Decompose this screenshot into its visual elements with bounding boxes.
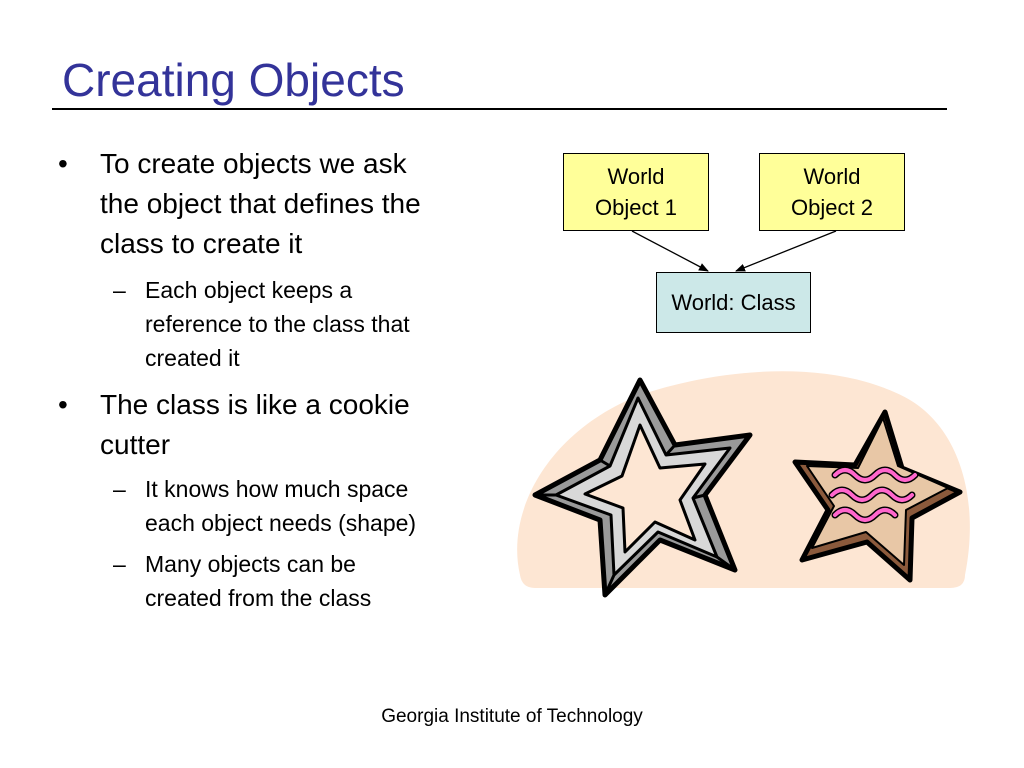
sub-bullet-2-1-line-2: each object needs (shape)	[145, 510, 417, 536]
world-class-label: World: Class	[671, 290, 796, 315]
cookie-clipart	[510, 360, 980, 600]
world-object-1-line-2: Object 1	[595, 195, 677, 220]
slide-title: Creating Objects	[62, 54, 405, 106]
dash-marker: –	[113, 277, 126, 303]
sub-bullet-1-1-line-3: created it	[145, 345, 240, 371]
sub-bullet-2-2-line-2: created from the class	[145, 585, 372, 611]
world-object-2-box	[759, 153, 905, 231]
dash-marker: –	[113, 551, 126, 577]
sub-bullet-2-2-line-1: Many objects can be	[145, 551, 356, 577]
bullet-1-line-2: the object that defines the	[100, 188, 421, 219]
sub-bullet-1-1-line-1: Each object keeps a	[145, 277, 353, 303]
world-object-2-line-1: World	[803, 164, 861, 189]
bullet-marker: •	[58, 389, 68, 420]
bullet-2-line-1: The class is like a cookie	[100, 389, 410, 420]
world-object-1-line-1: World	[607, 164, 665, 189]
bullet-marker: •	[58, 148, 68, 179]
sub-bullet-1-1-line-2: reference to the class that	[145, 311, 410, 337]
world-class-box	[656, 272, 811, 333]
dash-marker: –	[113, 476, 126, 502]
world-object-2-line-2: Object 2	[791, 195, 873, 220]
bullet-1-line-1: To create objects we ask	[100, 148, 407, 179]
world-object-1-box	[563, 153, 709, 231]
slide-footer: Georgia Institute of Technology	[381, 706, 643, 727]
arrow-object2-to-class	[736, 231, 836, 271]
bullet-1-line-3: class to create it	[100, 228, 303, 259]
sub-bullet-2-1-line-1: It knows how much space	[145, 476, 409, 502]
bullet-2-line-2: cutter	[100, 429, 171, 460]
arrow-object1-to-class	[632, 231, 708, 271]
